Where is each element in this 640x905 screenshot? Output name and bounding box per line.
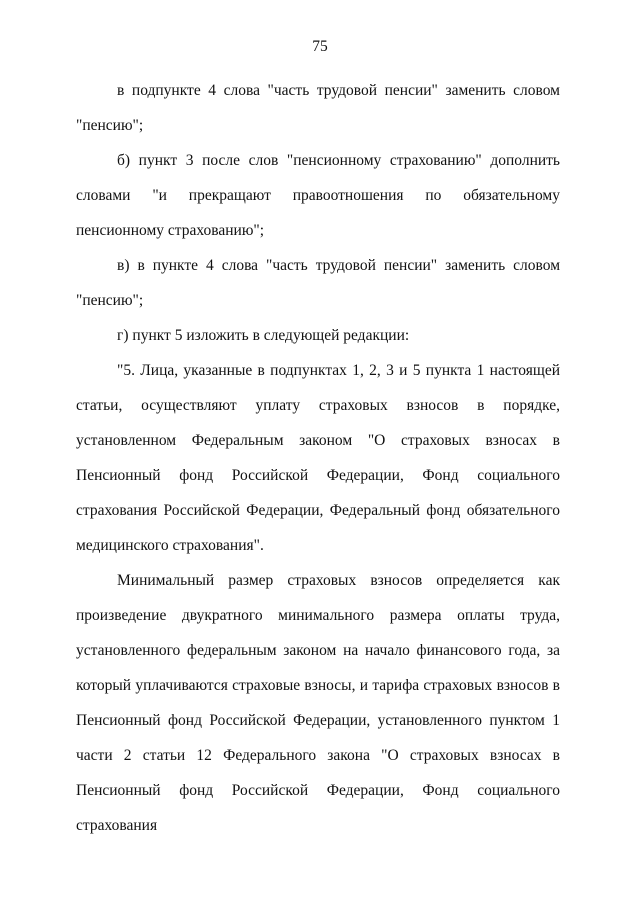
paragraph-b-point-3: б) пункт 3 после слов "пенсионному страхованию" дополнить словами "и прекращают правоотношения по обязательному пенсионному страхованию"; (76, 152, 560, 239)
document-body (76, 73, 560, 843)
paragraph-minimum-contribution: Минимальный размер страховых взносов определяется как произведение двукратного минимального размера оплаты труда, установленного федеральным законом на начало финансового года, за который уплачиваются страховые взносы, и тарифа страховых взносов в Пенсионный фонд Российской Федерации, установленного пунктом 1 части 2 статьи 12 Федерального закона "О страховых взносах в Пенсионный фонд Российской Федерации, Фонд социального страхования (76, 572, 560, 834)
paragraph-g-point-5: г) пункт 5 изложить в следующей редакции: (117, 327, 410, 344)
paragraph-v-point-4: в) в пункте 4 слова "часть трудовой пенсии" заменить словом "пенсию"; (76, 257, 560, 309)
page-number: 75 (312, 38, 328, 55)
paragraph-subpoint-4-amendment: в подпункте 4 слова "часть трудовой пенсии" заменить словом "пенсию"; (76, 82, 560, 134)
paragraph-point-5-text: "5. Лица, указанные в подпунктах 1, 2, 3 и 5 пункта 1 настоящей статьи, осуществляют уплату страховых взносов в порядке, установленном Федеральным законом "О страховых взносах в Пенсионный фонд Российской Федерации, Фонд социального страхования Российской Федерации, Федеральный фонд обязательного медицинского страхования". (76, 362, 560, 554)
